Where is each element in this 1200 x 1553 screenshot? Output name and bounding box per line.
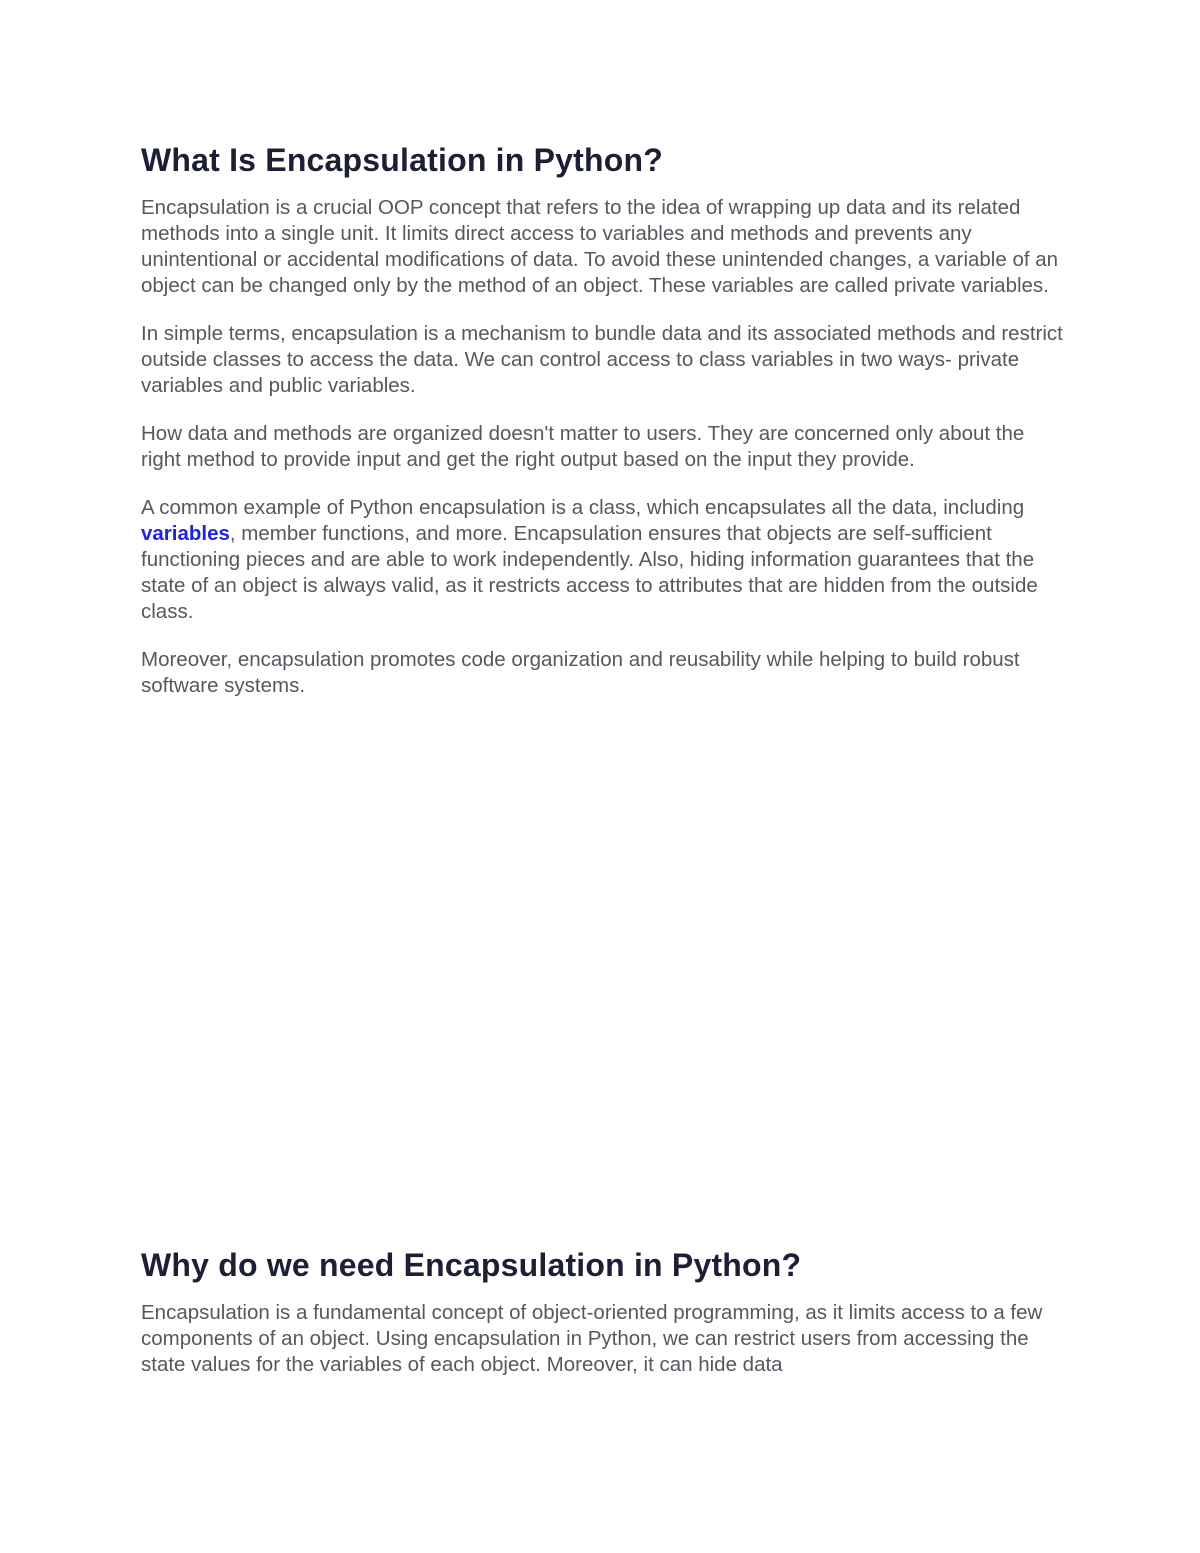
paragraph-with-link bbox=[141, 495, 1066, 625]
section-why-encapsulation bbox=[141, 1243, 1066, 1400]
paragraph-text: A common example of Python encapsulation is a class, which encapsulates all the data, including bbox=[141, 496, 1025, 519]
paragraph: Encapsulation is a crucial OOP concept that refers to the idea of wrapping up data and its related methods into a single unit. It limits direct access to variables and methods and prevents any unintentional or accidental modifications of data. To avoid these unintended changes, a variable of an object can be changed only by the method of an object. These variables are called private variables. bbox=[141, 196, 1059, 297]
paragraph: In simple terms, encapsulation is a mechanism to bundle data and its associated methods and restrict outside classes to access the data. We can control access to class variables in two ways- private variables and public variables. bbox=[141, 322, 1063, 397]
paragraph: Encapsulation is a fundamental concept of object-oriented programming, as it limits access to a few components of an object. Using encapsulation in Python, we can restrict users from accessing the state values for the variables of each object. Moreover, it can hide data bbox=[141, 1301, 1043, 1376]
section-what-is-encapsulation bbox=[141, 138, 1066, 721]
section-heading: What Is Encapsulation in Python? bbox=[141, 142, 663, 178]
variables-link[interactable]: variables bbox=[141, 522, 230, 545]
paragraph-text: , member functions, and more. Encapsulation ensures that objects are self-sufficient functioning pieces and are able to work independently. Also, hiding information guarantees that the state of an object is always valid, as it restricts access to attributes that are hidden from the outside class. bbox=[141, 522, 1038, 623]
section-heading: Why do we need Encapsulation in Python? bbox=[141, 1247, 802, 1283]
paragraph: Moreover, encapsulation promotes code organization and reusability while helping to build robust software systems. bbox=[141, 648, 1020, 697]
paragraph: How data and methods are organized doesn't matter to users. They are concerned only about the right method to provide input and get the right output based on the input they provide. bbox=[141, 422, 1025, 471]
